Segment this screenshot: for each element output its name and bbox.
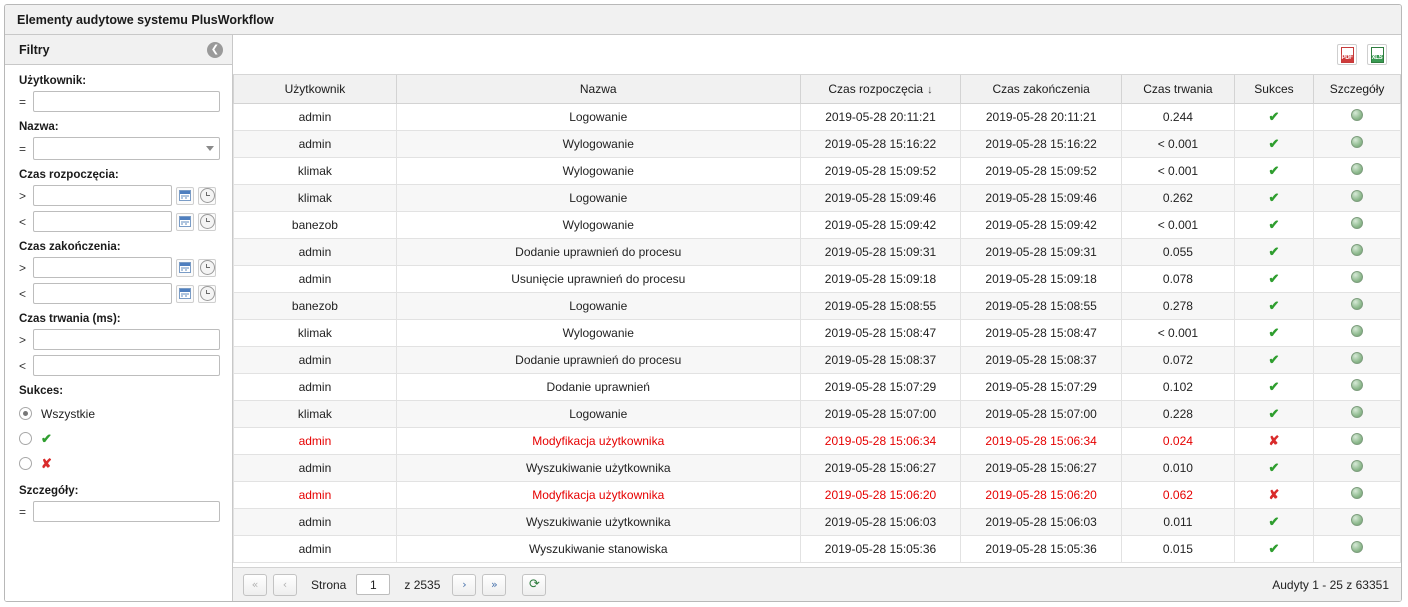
chevron-down-icon xyxy=(206,146,214,151)
check-icon: ✔ xyxy=(1268,540,1280,556)
column-label-end: Czas zakończenia xyxy=(992,81,1090,96)
filter-input-duration-to[interactable] xyxy=(33,355,220,376)
refresh-icon[interactable]: ⟳ xyxy=(522,574,546,596)
cell-details[interactable] xyxy=(1314,130,1401,157)
cell-user: admin xyxy=(234,454,397,481)
cell-success xyxy=(1234,103,1313,130)
check-icon: ✔ xyxy=(1268,513,1280,529)
cell-success xyxy=(1234,211,1313,238)
cell-end-time: 2019-05-28 15:07:29 xyxy=(961,373,1122,400)
cell-user: banezob xyxy=(234,292,397,319)
filter-radio-success[interactable] xyxy=(19,426,220,451)
cell-user: banezob xyxy=(234,211,397,238)
cell-user: admin xyxy=(234,508,397,535)
table-row[interactable] xyxy=(234,346,1401,373)
details-icon[interactable] xyxy=(1351,298,1363,310)
table-row[interactable] xyxy=(234,184,1401,211)
cell-end-time: 2019-05-28 15:05:36 xyxy=(961,535,1122,562)
cell-user: admin xyxy=(234,535,397,562)
filter-input-duration-from[interactable] xyxy=(33,329,220,350)
cell-duration: 0.011 xyxy=(1121,508,1234,535)
cell-end-time: 2019-05-28 15:06:27 xyxy=(961,454,1122,481)
cell-start-time: 2019-05-28 15:09:52 xyxy=(800,157,961,184)
calendar-icon[interactable] xyxy=(176,187,194,205)
cell-start-time: 2019-05-28 15:07:00 xyxy=(800,400,961,427)
cell-name: Logowanie xyxy=(396,103,800,130)
details-icon[interactable] xyxy=(1351,352,1363,364)
cell-end-time: 2019-05-28 15:06:03 xyxy=(961,508,1122,535)
filter-row-name xyxy=(19,137,220,160)
table-header-row xyxy=(234,75,1401,103)
page-number-input[interactable] xyxy=(356,574,390,595)
filter-op-end-to: < xyxy=(19,286,27,301)
cell-end-time: 2019-05-28 15:06:20 xyxy=(961,481,1122,508)
export-pdf-icon[interactable] xyxy=(1337,44,1357,65)
filter-row-start-to xyxy=(19,211,220,232)
filters-title: Filtry xyxy=(19,42,50,57)
cell-details[interactable] xyxy=(1314,400,1401,427)
filter-row-details xyxy=(19,501,220,522)
cell-success xyxy=(1234,319,1313,346)
cell-user: klimak xyxy=(234,319,397,346)
table-row[interactable] xyxy=(234,535,1401,562)
chevron-left-icon[interactable]: ❮ xyxy=(207,42,223,58)
cell-user: admin xyxy=(234,481,397,508)
details-icon[interactable] xyxy=(1351,379,1363,391)
column-label-user: Użytkownik xyxy=(284,81,346,96)
cell-duration: 0.278 xyxy=(1121,292,1234,319)
pager-controls xyxy=(243,574,546,596)
audit-window xyxy=(4,4,1402,602)
table-row[interactable] xyxy=(234,373,1401,400)
cell-duration: 0.262 xyxy=(1121,184,1234,211)
cell-user: admin xyxy=(234,265,397,292)
filter-row-start-from xyxy=(19,185,220,206)
cell-user: admin xyxy=(234,346,397,373)
cell-start-time: 2019-05-28 15:06:27 xyxy=(800,454,961,481)
sort-descending-icon: ↓ xyxy=(927,83,933,96)
cell-success xyxy=(1234,373,1313,400)
cell-duration: 0.055 xyxy=(1121,238,1234,265)
radio-all-icon[interactable] xyxy=(19,407,32,420)
cell-name: Logowanie xyxy=(396,400,800,427)
filter-row-duration-from xyxy=(19,329,220,350)
filter-row-duration-to xyxy=(19,355,220,376)
check-icon: ✔ xyxy=(1268,135,1280,151)
cell-details[interactable] xyxy=(1314,508,1401,535)
column-header-name[interactable] xyxy=(396,75,800,103)
cell-success xyxy=(1234,454,1313,481)
check-icon: ✔ xyxy=(1268,216,1280,232)
cell-success xyxy=(1234,400,1313,427)
filter-row-end-from xyxy=(19,257,220,278)
table-row[interactable] xyxy=(234,427,1401,454)
filter-op-details: = xyxy=(19,504,27,519)
filter-radio-all[interactable] xyxy=(19,401,220,426)
cell-duration: 0.102 xyxy=(1121,373,1234,400)
cell-user: admin xyxy=(234,103,397,130)
column-label-start: Czas rozpoczęcia xyxy=(828,81,924,96)
cell-start-time: 2019-05-28 15:08:55 xyxy=(800,292,961,319)
cell-name: Dodanie uprawnień do procesu xyxy=(396,238,800,265)
cell-details[interactable] xyxy=(1314,454,1401,481)
check-icon: ✔ xyxy=(1268,324,1280,340)
cell-user: admin xyxy=(234,238,397,265)
cell-end-time: 2019-05-28 15:08:55 xyxy=(961,292,1122,319)
details-icon[interactable] xyxy=(1351,163,1363,175)
radio-success-icon[interactable] xyxy=(19,432,32,445)
filter-label-success: Sukces: xyxy=(19,385,64,397)
details-icon[interactable] xyxy=(1351,217,1363,229)
cell-details[interactable] xyxy=(1314,265,1401,292)
check-icon: ✔ xyxy=(1268,162,1280,178)
clock-icon[interactable] xyxy=(198,187,216,205)
filter-select-name[interactable] xyxy=(33,137,220,160)
cell-success xyxy=(1234,130,1313,157)
table-row[interactable] xyxy=(234,400,1401,427)
cell-user: admin xyxy=(234,427,397,454)
cell-end-time: 2019-05-28 15:09:52 xyxy=(961,157,1122,184)
filter-row-user xyxy=(19,91,220,112)
cell-start-time: 2019-05-28 15:08:47 xyxy=(800,319,961,346)
cell-duration: < 0.001 xyxy=(1121,157,1234,184)
cell-duration: 0.228 xyxy=(1121,400,1234,427)
filter-radio-all-label: Wszystkie xyxy=(41,406,95,421)
cell-start-time: 2019-05-28 15:06:20 xyxy=(800,481,961,508)
cell-duration: < 0.001 xyxy=(1121,211,1234,238)
filter-input-user[interactable] xyxy=(33,91,220,112)
cross-icon: ✘ xyxy=(1268,486,1280,502)
clock-icon[interactable] xyxy=(198,213,216,231)
details-icon[interactable] xyxy=(1351,460,1363,472)
details-icon[interactable] xyxy=(1351,190,1363,202)
window-body xyxy=(5,35,1401,601)
cell-details[interactable] xyxy=(1314,373,1401,400)
filter-op-user: = xyxy=(19,94,27,109)
cell-start-time: 2019-05-28 15:09:46 xyxy=(800,184,961,211)
cell-end-time: 2019-05-28 15:09:31 xyxy=(961,238,1122,265)
filter-op-end-from: > xyxy=(19,260,27,275)
table-row[interactable] xyxy=(234,481,1401,508)
cell-start-time: 2019-05-28 15:09:42 xyxy=(800,211,961,238)
filter-input-details[interactable] xyxy=(33,501,220,522)
check-icon: ✔ xyxy=(1268,459,1280,475)
cell-start-time: 2019-05-28 15:16:22 xyxy=(800,130,961,157)
cell-end-time: 2019-05-28 15:16:22 xyxy=(961,130,1122,157)
clock-icon[interactable] xyxy=(198,285,216,303)
cell-name: Logowanie xyxy=(396,292,800,319)
cell-duration: < 0.001 xyxy=(1121,319,1234,346)
cell-success xyxy=(1234,481,1313,508)
column-header-start[interactable] xyxy=(800,75,961,103)
cell-name: Modyfikacja użytkownika xyxy=(396,427,800,454)
check-icon: ✔ xyxy=(1268,243,1280,259)
filters-sidebar xyxy=(5,35,233,601)
cell-details[interactable] xyxy=(1314,427,1401,454)
cell-success xyxy=(1234,535,1313,562)
cell-start-time: 2019-05-28 20:11:21 xyxy=(800,103,961,130)
cell-end-time: 2019-05-28 15:08:37 xyxy=(961,346,1122,373)
cell-success xyxy=(1234,157,1313,184)
column-label-success: Sukces xyxy=(1254,81,1294,96)
column-header-duration[interactable] xyxy=(1121,75,1234,103)
details-icon[interactable] xyxy=(1351,109,1363,121)
cell-end-time: 2019-05-28 15:07:00 xyxy=(961,400,1122,427)
cell-start-time: 2019-05-28 15:08:37 xyxy=(800,346,961,373)
filter-op-duration-to: < xyxy=(19,358,27,373)
cell-end-time: 2019-05-28 15:06:34 xyxy=(961,427,1122,454)
pager-status: Audyty 1 - 25 z 63351 xyxy=(1272,577,1389,592)
column-header-details[interactable] xyxy=(1314,75,1401,103)
cell-duration: < 0.001 xyxy=(1121,130,1234,157)
cell-success xyxy=(1234,427,1313,454)
check-icon: ✔ xyxy=(1268,297,1280,313)
cell-end-time: 2019-05-28 15:09:46 xyxy=(961,184,1122,211)
cell-details[interactable] xyxy=(1314,238,1401,265)
table-row[interactable] xyxy=(234,319,1401,346)
last-page-button[interactable]: » xyxy=(482,574,506,596)
cell-duration: 0.024 xyxy=(1121,427,1234,454)
cell-success xyxy=(1234,184,1313,211)
details-icon[interactable] xyxy=(1351,325,1363,337)
cell-name: Wyszukiwanie użytkownika xyxy=(396,454,800,481)
check-icon: ✔ xyxy=(1268,270,1280,286)
check-icon: ✔ xyxy=(1268,351,1280,367)
pager-total-pages: z 2535 xyxy=(404,577,441,592)
cell-details[interactable] xyxy=(1314,211,1401,238)
table-row[interactable] xyxy=(234,292,1401,319)
cell-success xyxy=(1234,265,1313,292)
cell-name: Wylogowanie xyxy=(396,130,800,157)
details-icon[interactable] xyxy=(1351,271,1363,283)
cell-name: Usunięcie uprawnień do procesu xyxy=(396,265,800,292)
audit-table-container xyxy=(233,75,1401,567)
cell-end-time: 2019-05-28 15:09:42 xyxy=(961,211,1122,238)
next-page-button[interactable]: › xyxy=(452,574,476,596)
export-pdf-label: PDF xyxy=(1341,54,1353,61)
cell-name: Wyszukiwanie stanowiska xyxy=(396,535,800,562)
filter-radio-failure[interactable] xyxy=(19,451,220,476)
filter-label-name: Nazwa: xyxy=(19,121,59,133)
calendar-icon[interactable] xyxy=(176,213,194,231)
radio-failure-icon[interactable] xyxy=(19,457,32,470)
export-excel-label: XLS xyxy=(1371,54,1383,61)
table-row[interactable] xyxy=(234,157,1401,184)
cell-duration: 0.015 xyxy=(1121,535,1234,562)
filter-label-user: Użytkownik: xyxy=(19,75,87,87)
check-icon: ✔ xyxy=(41,430,52,446)
cell-name: Wylogowanie xyxy=(396,157,800,184)
first-page-button[interactable]: « xyxy=(243,574,267,596)
filters-header xyxy=(5,35,232,65)
details-icon[interactable] xyxy=(1351,406,1363,418)
cell-user: klimak xyxy=(234,400,397,427)
filter-input-end-to[interactable] xyxy=(33,283,172,304)
column-label-name: Nazwa xyxy=(579,81,617,96)
filter-input-start-to[interactable] xyxy=(33,211,172,232)
filters-form xyxy=(5,65,232,533)
cell-name: Dodanie uprawnień do procesu xyxy=(396,346,800,373)
details-icon[interactable] xyxy=(1351,433,1363,445)
cell-duration: 0.078 xyxy=(1121,265,1234,292)
cell-duration: 0.062 xyxy=(1121,481,1234,508)
filter-op-name: = xyxy=(19,141,27,156)
prev-page-button[interactable]: ‹ xyxy=(273,574,297,596)
cell-details[interactable] xyxy=(1314,346,1401,373)
page-title: Elementy audytowe systemu PlusWorkflow xyxy=(17,12,274,27)
audit-table xyxy=(233,75,1401,563)
check-icon: ✔ xyxy=(1268,378,1280,394)
cell-name: Wyszukiwanie użytkownika xyxy=(396,508,800,535)
window-titlebar xyxy=(5,5,1401,35)
cell-name: Wylogowanie xyxy=(396,211,800,238)
cell-duration: 0.244 xyxy=(1121,103,1234,130)
filter-label-end-time: Czas zakończenia: xyxy=(19,241,121,253)
cell-end-time: 2019-05-28 15:09:18 xyxy=(961,265,1122,292)
cell-user: admin xyxy=(234,373,397,400)
cell-start-time: 2019-05-28 15:05:36 xyxy=(800,535,961,562)
cell-duration: 0.072 xyxy=(1121,346,1234,373)
filter-label-details: Szczegóły: xyxy=(19,485,79,497)
cell-details[interactable] xyxy=(1314,184,1401,211)
cell-details[interactable] xyxy=(1314,103,1401,130)
cell-success xyxy=(1234,346,1313,373)
cell-name: Wylogowanie xyxy=(396,319,800,346)
export-excel-icon[interactable] xyxy=(1367,44,1387,65)
table-row[interactable] xyxy=(234,130,1401,157)
filter-label-duration: Czas trwania (ms): xyxy=(19,313,121,325)
calendar-icon[interactable] xyxy=(176,259,194,277)
cross-icon: ✘ xyxy=(41,455,52,471)
cell-details[interactable] xyxy=(1314,292,1401,319)
column-header-success[interactable] xyxy=(1234,75,1313,103)
check-icon: ✔ xyxy=(1268,108,1280,124)
cell-user: klimak xyxy=(234,157,397,184)
cell-start-time: 2019-05-28 15:06:03 xyxy=(800,508,961,535)
table-row[interactable] xyxy=(234,265,1401,292)
filter-row-end-to xyxy=(19,283,220,304)
table-row[interactable] xyxy=(234,508,1401,535)
cell-name: Modyfikacja użytkownika xyxy=(396,481,800,508)
details-icon[interactable] xyxy=(1351,514,1363,526)
cell-details[interactable] xyxy=(1314,535,1401,562)
filter-input-start-from[interactable] xyxy=(33,185,172,206)
cell-start-time: 2019-05-28 15:06:34 xyxy=(800,427,961,454)
column-label-details: Szczegóły xyxy=(1329,81,1385,96)
cell-name: Logowanie xyxy=(396,184,800,211)
calendar-icon[interactable] xyxy=(176,285,194,303)
clock-icon[interactable] xyxy=(198,259,216,277)
filter-op-start-from: > xyxy=(19,188,27,203)
cell-start-time: 2019-05-28 15:07:29 xyxy=(800,373,961,400)
filter-input-end-from[interactable] xyxy=(33,257,172,278)
cell-details[interactable] xyxy=(1314,481,1401,508)
cell-start-time: 2019-05-28 15:09:18 xyxy=(800,265,961,292)
cell-success xyxy=(1234,508,1313,535)
cell-success xyxy=(1234,292,1313,319)
details-icon[interactable] xyxy=(1351,487,1363,499)
cell-name: Dodanie uprawnień xyxy=(396,373,800,400)
column-header-user[interactable] xyxy=(234,75,397,103)
cell-end-time: 2019-05-28 15:08:47 xyxy=(961,319,1122,346)
details-icon[interactable] xyxy=(1351,541,1363,553)
table-row[interactable] xyxy=(234,454,1401,481)
cell-user: admin xyxy=(234,130,397,157)
cell-details[interactable] xyxy=(1314,157,1401,184)
filter-op-start-to: < xyxy=(19,214,27,229)
cell-success xyxy=(1234,238,1313,265)
column-label-duration: Czas trwania xyxy=(1143,81,1213,96)
details-icon[interactable] xyxy=(1351,244,1363,256)
column-header-end[interactable] xyxy=(961,75,1122,103)
table-row[interactable] xyxy=(234,238,1401,265)
table-row[interactable] xyxy=(234,211,1401,238)
check-icon: ✔ xyxy=(1268,405,1280,421)
pager-page-label: Strona xyxy=(311,577,347,592)
pager xyxy=(233,567,1401,601)
audit-table-body xyxy=(234,103,1401,562)
check-icon: ✔ xyxy=(1268,189,1280,205)
cell-start-time: 2019-05-28 15:09:31 xyxy=(800,238,961,265)
table-row[interactable] xyxy=(234,103,1401,130)
filter-label-start-time: Czas rozpoczęcia: xyxy=(19,169,119,181)
cross-icon: ✘ xyxy=(1268,432,1280,448)
details-icon[interactable] xyxy=(1351,136,1363,148)
filter-op-duration-from: > xyxy=(19,332,27,347)
export-toolbar xyxy=(233,35,1401,75)
main-panel xyxy=(233,35,1401,601)
cell-end-time: 2019-05-28 20:11:21 xyxy=(961,103,1122,130)
cell-user: klimak xyxy=(234,184,397,211)
cell-details[interactable] xyxy=(1314,319,1401,346)
cell-duration: 0.010 xyxy=(1121,454,1234,481)
